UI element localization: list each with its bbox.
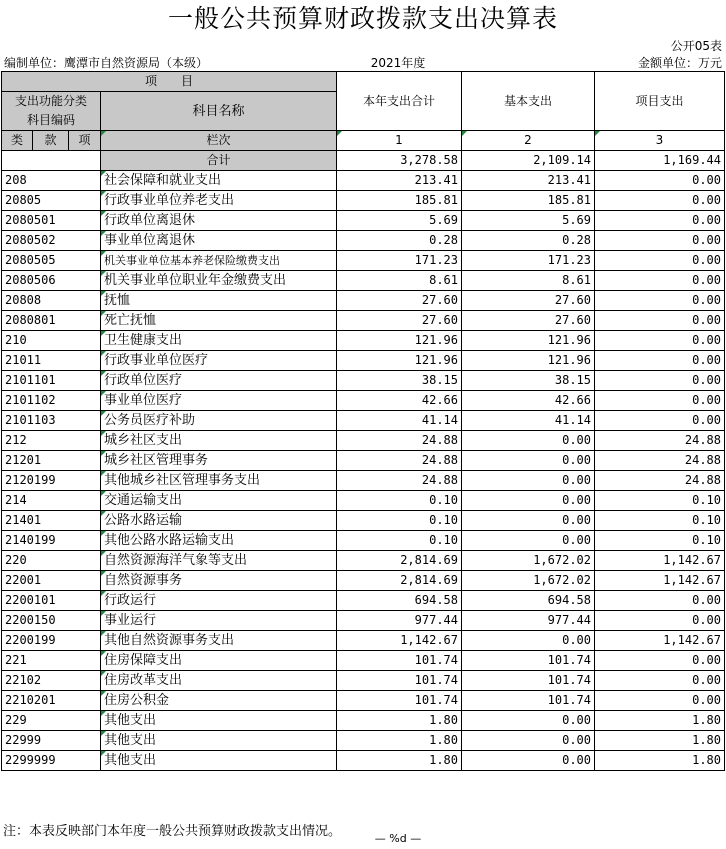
row-project: 1.80 [595, 731, 725, 751]
row-name: 公路水路运输 [101, 511, 337, 531]
row-basic: 977.44 [462, 611, 595, 631]
row-total: 41.14 [337, 411, 462, 431]
row-total: 0.10 [337, 511, 462, 531]
row-name: 其他支出 [101, 711, 337, 731]
table-row [2, 391, 725, 411]
row-project: 0.00 [595, 371, 725, 391]
row-name: 行政事业单位养老支出 [101, 191, 337, 211]
row-project: 1.80 [595, 711, 725, 731]
row-project: 1.80 [595, 751, 725, 771]
header-kuan: 款 [33, 131, 69, 151]
row-project: 1,142.67 [595, 631, 725, 651]
row-total: 24.88 [337, 471, 462, 491]
row-project: 0.00 [595, 331, 725, 351]
header-row-1 [2, 72, 725, 92]
row-basic: 0.00 [462, 711, 595, 731]
row-project: 0.00 [595, 191, 725, 211]
table-row [2, 231, 725, 251]
row-total: 121.96 [337, 331, 462, 351]
row-project: 0.00 [595, 691, 725, 711]
row-total: 101.74 [337, 671, 462, 691]
table-row [2, 711, 725, 731]
row-name: 行政单位医疗 [101, 371, 337, 391]
reporting-unit: 编制单位：鹰潭市自然资源局（本级） [4, 56, 209, 70]
row-project: 24.88 [595, 471, 725, 491]
row-project: 0.00 [595, 671, 725, 691]
row-total: 38.15 [337, 371, 462, 391]
table-row [2, 591, 725, 611]
row-name: 事业单位医疗 [101, 391, 337, 411]
header-lei: 类 [2, 131, 33, 151]
table-row [2, 351, 725, 371]
row-name: 其他公路水路运输支出 [101, 531, 337, 551]
row-basic: 0.00 [462, 471, 595, 491]
row-total: 5.69 [337, 211, 462, 231]
row-project: 24.88 [595, 431, 725, 451]
row-name: 抚恤 [101, 291, 337, 311]
header-code-label-line1: 支出功能分类 [14, 94, 87, 108]
row-project: 0.00 [595, 211, 725, 231]
row-basic: 38.15 [462, 371, 595, 391]
row-code: 2200101 [2, 591, 101, 611]
row-name: 其他支出 [101, 731, 337, 751]
table-row [2, 551, 725, 571]
row-code: 21201 [2, 451, 101, 471]
row-code: 2120199 [2, 471, 101, 491]
row-basic: 0.00 [462, 751, 595, 771]
row-basic: 101.74 [462, 651, 595, 671]
table-row [2, 571, 725, 591]
row-project: 0.10 [595, 491, 725, 511]
row-total: 171.23 [337, 251, 462, 271]
row-basic: 121.96 [462, 331, 595, 351]
row-name: 住房改革支出 [101, 671, 337, 691]
table-row [2, 271, 725, 291]
row-name: 卫生健康支出 [101, 331, 337, 351]
row-project: 1,142.67 [595, 551, 725, 571]
row-code: 2200199 [2, 631, 101, 651]
header-col1: 本年支出合计 [337, 72, 462, 131]
expenditure-table [1, 71, 725, 771]
row-total: 0.10 [337, 531, 462, 551]
row-name: 社会保障和就业支出 [101, 171, 337, 191]
row-basic: 0.00 [462, 731, 595, 751]
row-name: 事业单位离退休 [101, 231, 337, 251]
row-project: 0.00 [595, 591, 725, 611]
row-project: 0.00 [595, 311, 725, 331]
row-name: 事业运行 [101, 611, 337, 631]
row-code: 212 [2, 431, 101, 451]
header-row-5 [2, 131, 725, 151]
row-basic: 213.41 [462, 171, 595, 191]
row-code: 22001 [2, 571, 101, 591]
row-basic: 8.61 [462, 271, 595, 291]
row-code: 2210201 [2, 691, 101, 711]
row-project: 24.88 [595, 451, 725, 471]
row-code: 229 [2, 711, 101, 731]
row-code: 2080506 [2, 271, 101, 291]
row-total: 27.60 [337, 311, 462, 331]
row-basic: 42.66 [462, 391, 595, 411]
row-code: 2080801 [2, 311, 101, 331]
row-total: 2,814.69 [337, 551, 462, 571]
table-row [2, 411, 725, 431]
header-code-label-line2: 科目编码 [26, 113, 75, 127]
row-name: 其他自然资源事务支出 [101, 631, 337, 651]
header-project: 项 目 [2, 72, 337, 92]
row-total: 1.80 [337, 751, 462, 771]
row-code: 210 [2, 331, 101, 351]
row-code: 20808 [2, 291, 101, 311]
row-code: 2101101 [2, 371, 101, 391]
row-total: 27.60 [337, 291, 462, 311]
table-row [2, 211, 725, 231]
row-project: 1,142.67 [595, 571, 725, 591]
table-row [2, 331, 725, 351]
row-basic: 5.69 [462, 211, 595, 231]
row-basic: 101.74 [462, 671, 595, 691]
header-col3: 项目支出 [595, 72, 725, 131]
row-project: 0.00 [595, 351, 725, 371]
row-project: 0.00 [595, 391, 725, 411]
row-basic: 27.60 [462, 291, 595, 311]
total-row [2, 151, 725, 171]
header-col1-no: 1 [337, 131, 462, 151]
header-col3-no: 3 [595, 131, 725, 151]
total-label: 合计 [101, 151, 337, 171]
row-code: 21011 [2, 351, 101, 371]
row-name: 机关事业单位基本养老保险缴费支出 [101, 251, 337, 271]
row-basic: 0.00 [462, 431, 595, 451]
table-row [2, 171, 725, 191]
row-name: 其他城乡社区管理事务支出 [101, 471, 337, 491]
row-code: 214 [2, 491, 101, 511]
total-basic: 2,109.14 [462, 151, 595, 171]
row-code: 2080505 [2, 251, 101, 271]
row-basic: 1,672.02 [462, 571, 595, 591]
row-total: 42.66 [337, 391, 462, 411]
row-total: 24.88 [337, 431, 462, 451]
row-basic: 0.00 [462, 511, 595, 531]
row-name: 住房公积金 [101, 691, 337, 711]
row-total: 8.61 [337, 271, 462, 291]
row-basic: 0.00 [462, 451, 595, 471]
total-amount: 3,278.58 [337, 151, 462, 171]
form-number: 公开05表 [670, 39, 722, 53]
row-project: 0.00 [595, 291, 725, 311]
table-row [2, 311, 725, 331]
row-project: 0.00 [595, 411, 725, 431]
row-code: 2140199 [2, 531, 101, 551]
table-row [2, 531, 725, 551]
header-code-label [2, 92, 101, 131]
row-name: 自然资源事务 [101, 571, 337, 591]
total-code-cell [2, 151, 101, 171]
row-total: 101.74 [337, 691, 462, 711]
row-total: 977.44 [337, 611, 462, 631]
row-total: 694.58 [337, 591, 462, 611]
row-total: 1,142.67 [337, 631, 462, 651]
table-row [2, 251, 725, 271]
row-code: 221 [2, 651, 101, 671]
row-total: 1.80 [337, 711, 462, 731]
row-total: 0.10 [337, 491, 462, 511]
report-title: 一般公共预算财政拨款支出决算表 [167, 4, 558, 33]
table-row [2, 291, 725, 311]
row-name: 城乡社区管理事务 [101, 451, 337, 471]
table-row [2, 691, 725, 711]
row-name: 交通运输支出 [101, 491, 337, 511]
row-project: 0.10 [595, 531, 725, 551]
row-name: 行政运行 [101, 591, 337, 611]
table-row [2, 631, 725, 651]
header-col2-no: 2 [462, 131, 595, 151]
table-row [2, 671, 725, 691]
table-note: 注：本表反映部门本年度一般公共预算财政拨款支出情况。 [3, 824, 342, 839]
table-row [2, 511, 725, 531]
row-code: 2200150 [2, 611, 101, 631]
row-name: 死亡抚恤 [101, 311, 337, 331]
row-total: 2,814.69 [337, 571, 462, 591]
table-row [2, 491, 725, 511]
row-code: 2080502 [2, 231, 101, 251]
row-code: 208 [2, 171, 101, 191]
amount-unit: 金额单位：万元 [637, 56, 722, 70]
row-basic: 101.74 [462, 691, 595, 711]
header-col2: 基本支出 [462, 72, 595, 131]
row-total: 1.80 [337, 731, 462, 751]
row-basic: 171.23 [462, 251, 595, 271]
row-code: 22999 [2, 731, 101, 751]
row-name: 城乡社区支出 [101, 431, 337, 451]
row-basic: 121.96 [462, 351, 595, 371]
header-xiang: 项 [69, 131, 101, 151]
total-project: 1,169.44 [595, 151, 725, 171]
row-basic: 0.00 [462, 631, 595, 651]
row-code: 20805 [2, 191, 101, 211]
row-project: 0.00 [595, 651, 725, 671]
row-name: 自然资源海洋气象等支出 [101, 551, 337, 571]
row-project: 0.10 [595, 511, 725, 531]
page-footer: — %d — [374, 832, 422, 845]
report-meta [0, 55, 726, 71]
row-name: 住房保障支出 [101, 651, 337, 671]
row-project: 0.00 [595, 251, 725, 271]
row-project: 0.00 [595, 231, 725, 251]
row-basic: 0.28 [462, 231, 595, 251]
row-name: 机关事业单位职业年金缴费支出 [101, 271, 337, 291]
fiscal-year: 2021年度 [370, 56, 426, 70]
table-row [2, 451, 725, 471]
row-basic: 0.00 [462, 491, 595, 511]
table-row [2, 751, 725, 771]
table-row [2, 371, 725, 391]
row-basic: 27.60 [462, 311, 595, 331]
row-total: 101.74 [337, 651, 462, 671]
row-total: 0.28 [337, 231, 462, 251]
header-name-label: 科目名称 [101, 92, 337, 131]
header-lanci: 栏次 [101, 131, 337, 151]
row-code: 2080501 [2, 211, 101, 231]
row-code: 21401 [2, 511, 101, 531]
table-row [2, 191, 725, 211]
row-project: 0.00 [595, 611, 725, 631]
row-code: 2101103 [2, 411, 101, 431]
table-row [2, 651, 725, 671]
row-name: 其他支出 [101, 751, 337, 771]
row-basic: 1,672.02 [462, 551, 595, 571]
row-name: 行政单位离退休 [101, 211, 337, 231]
row-code: 220 [2, 551, 101, 571]
row-project: 0.00 [595, 271, 725, 291]
row-total: 121.96 [337, 351, 462, 371]
row-total: 185.81 [337, 191, 462, 211]
row-code: 22102 [2, 671, 101, 691]
row-name: 公务员医疗补助 [101, 411, 337, 431]
row-basic: 0.00 [462, 531, 595, 551]
row-total: 24.88 [337, 451, 462, 471]
row-basic: 185.81 [462, 191, 595, 211]
table-row [2, 611, 725, 631]
row-basic: 694.58 [462, 591, 595, 611]
row-name: 行政事业单位医疗 [101, 351, 337, 371]
row-basic: 41.14 [462, 411, 595, 431]
table-row [2, 471, 725, 491]
row-code: 2299999 [2, 751, 101, 771]
table-row [2, 731, 725, 751]
table-row [2, 431, 725, 451]
row-project: 0.00 [595, 171, 725, 191]
row-code: 2101102 [2, 391, 101, 411]
row-total: 213.41 [337, 171, 462, 191]
